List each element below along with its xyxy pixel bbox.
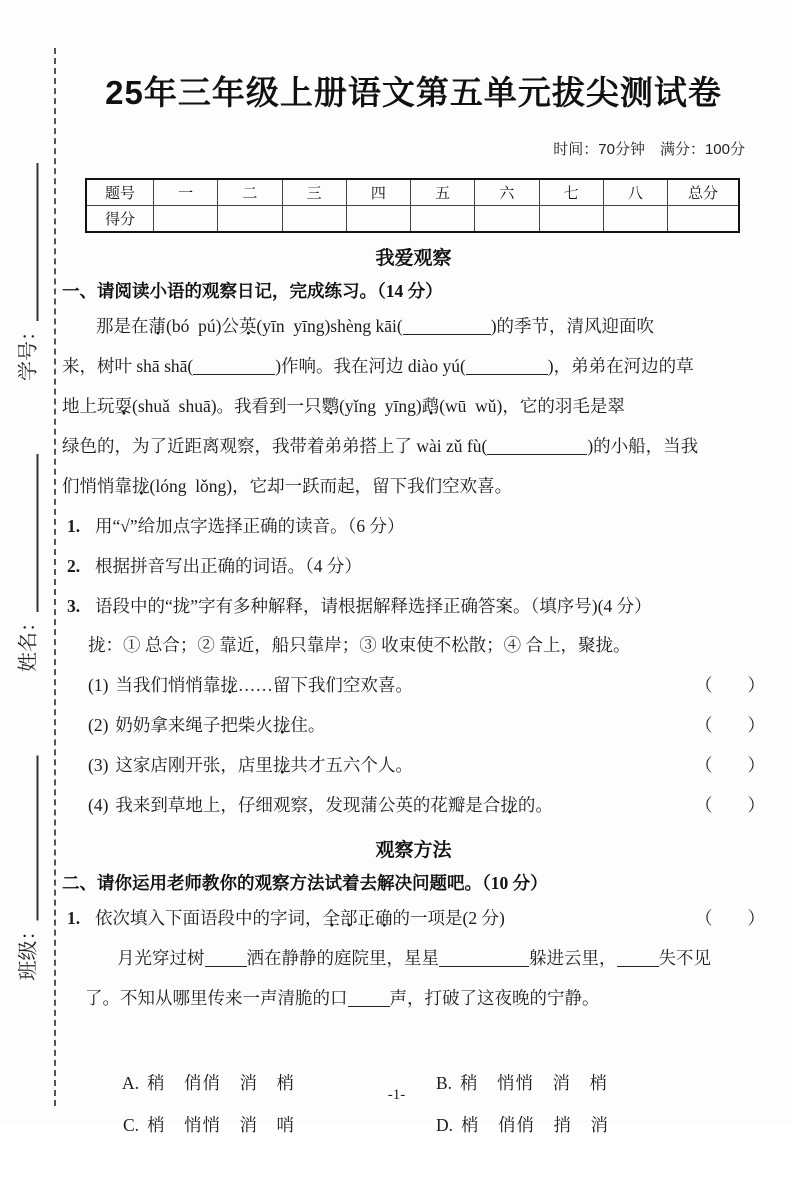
option-label: D.	[436, 1115, 454, 1135]
score-empty-cell	[346, 206, 410, 233]
passage-line: 地上玩耍 ●(shuǎ shuā)。我看到一只鹦 ●(yǐng yīng)鹉 ●(wū wǔ)，它的羽毛是翠	[62, 386, 765, 426]
score-empty-cell	[154, 206, 218, 233]
name-field	[12, 454, 41, 672]
item-number: (3)	[88, 755, 109, 775]
class-blank	[19, 756, 39, 921]
choice-item-2	[62, 705, 765, 745]
answer-paren: （ ）	[695, 795, 765, 815]
score-empty-cell	[603, 206, 667, 233]
option-b	[401, 1020, 765, 1093]
name-blank	[19, 454, 39, 612]
section-one-heading: 我爱观察	[375, 248, 452, 269]
score-table-cell: 六	[475, 179, 539, 206]
answer-paren: （ ）	[695, 675, 765, 695]
choice-item-1	[62, 665, 765, 705]
option-label: B.	[436, 1073, 453, 1093]
student-id-blank	[19, 163, 39, 321]
section-two-heading: 观察方法	[375, 840, 452, 861]
option-text: 稍 悄悄 消 梢	[460, 1073, 609, 1093]
score-table-cell: 总分	[668, 179, 740, 206]
item-text: 奶奶拿来绳子把柴火拢 ●住。	[115, 705, 695, 745]
option-a	[88, 1020, 401, 1093]
question-number: 2.	[67, 556, 81, 576]
question-text: 语段中的“拢”字有多种解释，请根据解释选择正确答案。（填序号)(4 分）	[95, 596, 652, 616]
choice-item-4	[62, 785, 765, 825]
item-text: 当我们悄悄靠拢 ●……留下我们空欢喜。	[115, 665, 695, 705]
student-id-label: 学号：	[17, 321, 40, 381]
score-table-header-row	[86, 179, 739, 206]
question-text: 用“√”给加点字选择正确的读音。（6 分）	[95, 516, 405, 536]
score-table	[85, 178, 740, 233]
option-text: 梢 悄悄 消 哨	[147, 1115, 296, 1135]
section-two-sub-question-1	[62, 898, 765, 938]
question-text: 根据拼音写出正确的词语。（4 分）	[95, 556, 362, 576]
class-label: 班级：	[17, 920, 40, 981]
sub-question-1	[62, 506, 765, 546]
score-table-cell: 题号	[86, 179, 154, 206]
score-table-cell: 七	[539, 179, 603, 206]
student-id-field	[12, 163, 41, 381]
fill-blank-passage-line: 了。不知从哪里传来一声清脆的口 声，打破了这夜晚的宁静。	[85, 988, 600, 1008]
binding-dashed-line	[54, 48, 56, 1106]
option-label: C.	[123, 1115, 140, 1135]
score-empty-cell	[282, 206, 346, 233]
question-one-title: 一、请阅读小语的观察日记，完成练习。（14 分）	[62, 281, 443, 301]
score-table-cell: 五	[411, 179, 475, 206]
fill-blank-passage-line: 月光穿过树 洒在静静的庭院里，星星 躲进云里， 失不见	[117, 948, 711, 968]
item-text: 这家店刚开张，店里拢 ●共才五六个人。	[115, 745, 695, 785]
answer-paren: （ ）	[695, 908, 765, 928]
class-field	[12, 756, 41, 981]
question-number: 1.	[67, 908, 81, 928]
question-number: 1.	[67, 516, 81, 536]
answer-paren: （ ）	[695, 755, 765, 775]
time-and-score-info: 时间：70分钟 满分：100分	[553, 141, 745, 158]
score-table-cell: 四	[346, 179, 410, 206]
score-empty-cell	[218, 206, 282, 233]
answer-paren: （ ）	[695, 715, 765, 735]
page-number: -1-	[387, 1087, 406, 1103]
question-number: 3.	[67, 596, 81, 616]
option-label: A.	[122, 1073, 140, 1093]
question-text: 依次填入下面语段中的字词，全 ●部 ●正 ●确 ●的一项是(2 分)	[95, 898, 695, 938]
passage-line: 来，树叶 shā shā( )作响。我在河边 diào yú( )，弟弟在河边的草	[62, 356, 694, 376]
score-empty-cell	[668, 206, 740, 233]
score-empty-cell	[411, 206, 475, 233]
choice-item-3	[62, 745, 765, 785]
option-text: 梢 俏俏 捎 消	[461, 1115, 610, 1135]
passage-line: 们悄悄靠拢 ●(lóng lǒng)，它却一跃而起，留下我们空欢喜。	[62, 466, 765, 506]
item-number: (4)	[88, 795, 109, 815]
item-text: 我来到草地上，仔细观察，发现蒲公英的花瓣是合拢 ●的。	[115, 785, 695, 825]
score-table-cell: 一	[154, 179, 218, 206]
score-empty-cell	[539, 206, 603, 233]
item-number: (2)	[88, 715, 109, 735]
sub-question-3	[62, 586, 765, 626]
passage-line: 那是在蒲 ●(bó pú)公英 ●(yīn yīng)shèng kāi( )的季节，清风迎面吹	[62, 306, 765, 346]
passage-line: 绿色的，为了近距离观察，我带着弟弟搭上了 wài zǔ fù( )的小船，当我	[62, 436, 699, 456]
option-text: 稍 俏俏 消 梢	[147, 1073, 296, 1093]
score-table-cell: 二	[218, 179, 282, 206]
question-two-title: 二、请你运用老师教你的观察方法试着去解决问题吧。（10 分）	[62, 873, 548, 893]
paper-title: 25年三年级上册语文第五单元拔尖测试卷	[105, 74, 722, 111]
name-label: 姓名：	[17, 612, 40, 672]
main-content	[62, 0, 765, 1135]
item-number: (1)	[88, 675, 109, 695]
score-table-score-row	[86, 206, 739, 233]
definition-line: 拢：① 总合；② 靠近，船只靠岸；③ 收束使不松散；④ 合上，聚拢。	[88, 635, 631, 655]
score-table-cell: 八	[603, 179, 667, 206]
sub-question-2	[62, 546, 765, 586]
score-row-label: 得分	[86, 206, 154, 233]
score-table-cell: 三	[282, 179, 346, 206]
score-empty-cell	[475, 206, 539, 233]
